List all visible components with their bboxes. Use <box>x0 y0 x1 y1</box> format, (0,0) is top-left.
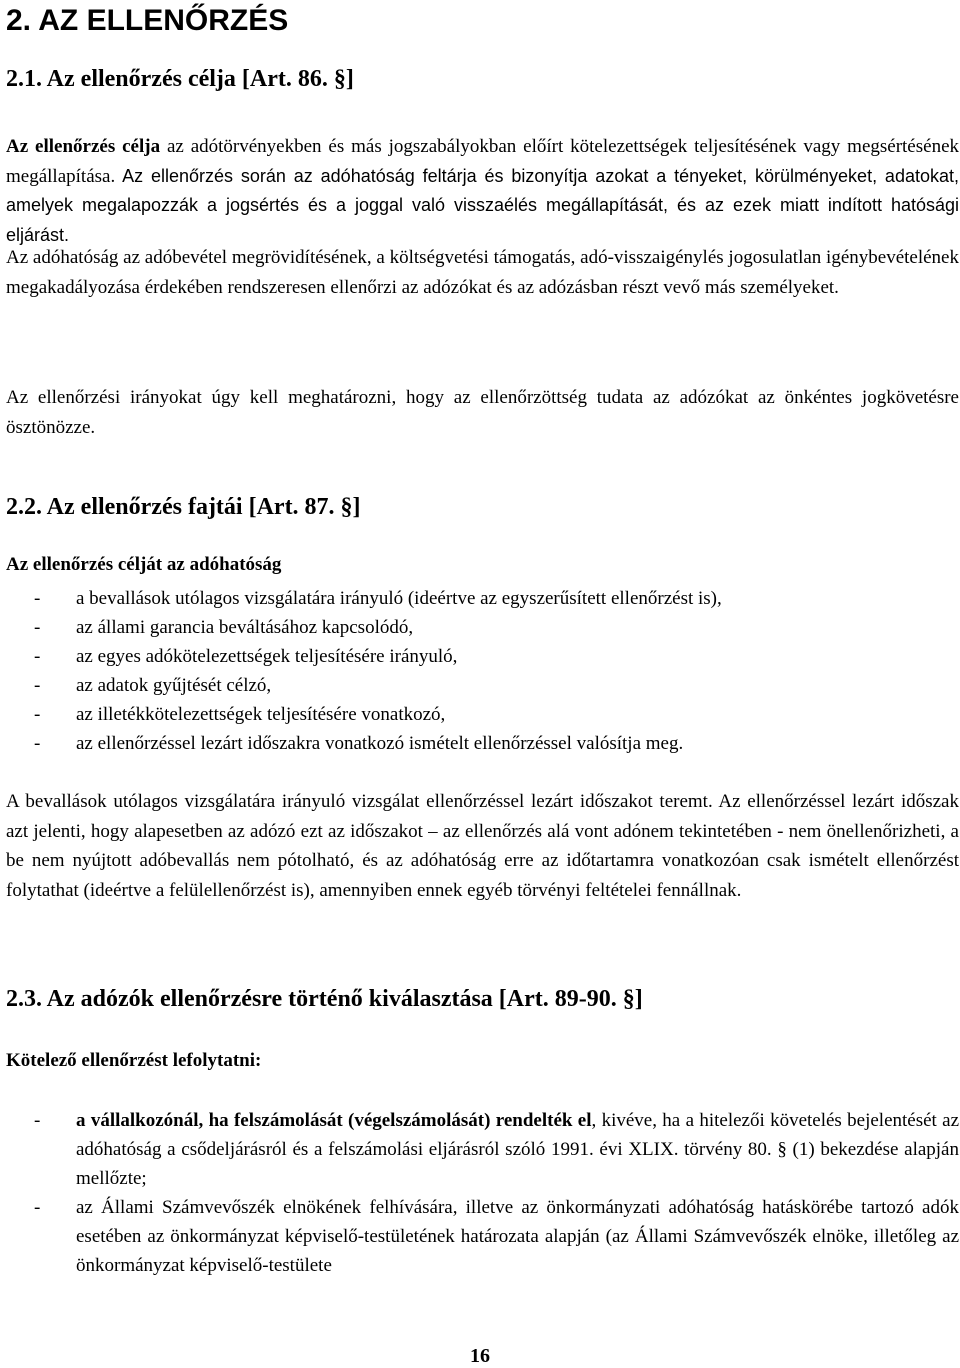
list-item <box>6 613 959 642</box>
list-item <box>6 1193 959 1280</box>
list-item-bold: a vállalkozónál, ha felszámolását (végelszámolását) rendelték el <box>76 1110 592 1131</box>
list-item <box>6 671 959 700</box>
dash-marker: - <box>34 675 41 696</box>
mandatory-lead: Kötelező ellenőrzést lefolytatni: <box>6 1050 262 1071</box>
list-item-text: az ellenőrzéssel lezárt időszakra vonatkozó ismételt ellenőrzéssel valósítja meg. <box>76 733 684 754</box>
section-heading-2-2: 2.2. Az ellenőrzés fajtái [Art. 87. §] <box>6 494 361 520</box>
list-item-text: az adatok gyűjtését célzó, <box>76 675 272 696</box>
list-item-text: a bevallások utólagos vizsgálatára irányuló (ideértve az egyszerűsített ellenőrzést is), <box>76 588 722 609</box>
paragraph-tax-authority: Az adóhatóság az adóbevétel megrövidítésének, a költségvetési támogatás, adó-visszaigénylés jogosulatlan igénybevételének megakadályozása érdekében rendszeresen ellenőrzi az adózókat és az adózásban részt vevő más személyeket. <box>6 247 959 298</box>
section-heading-2-1: 2.1. Az ellenőrzés célja [Art. 86. §] <box>6 66 354 92</box>
types-list <box>6 584 959 758</box>
list-item-text: az állami garancia beváltásához kapcsolódó, <box>76 617 414 638</box>
list-item <box>6 642 959 671</box>
dash-marker: - <box>34 733 41 754</box>
mandatory-list <box>6 1106 959 1280</box>
paragraph-purpose-sans: Az ellenőrzés során az adóhatóság feltárja és bizonyítja azokat a tényeket, körülményeket, adatokat, amelyek megalapozzák a jogsértés és a joggal való visszaélés megállapítását, és az ezek miatt indított hatósági eljárást. <box>6 165 959 245</box>
dash-marker: - <box>34 1197 41 1218</box>
list-item-text: az Állami Számvevőszék elnökének felhívására, illetve az önkormányzati adóhatóság hatáskörébe tartozó adók esetében az önkormányzat képviselő-testületének határozata alapján (az Állami Számvevőszék elnöke, illetőleg az önkormányzat képviselő-testülete <box>76 1197 959 1276</box>
list-item-text: , kivéve, ha a hitelezői követelés bejelentését az adóhatóság a csődeljárásról és a felszámolási eljárásról szóló 1991. évi XLIX. törvény 80. § (1) bekezdése alapján mellőzte; <box>76 1110 960 1189</box>
list-item-text: az illetékkötelezettségek teljesítésére vonatkozó, <box>76 704 446 725</box>
list-item <box>6 584 959 613</box>
section-heading-2-3: 2.3. Az adózók ellenőrzésre történő kiválasztása [Art. 89-90. §] <box>6 986 643 1012</box>
dash-marker: - <box>34 1110 41 1131</box>
dash-marker: - <box>34 646 41 667</box>
dash-marker: - <box>34 704 41 725</box>
paragraph-closed-period: A bevallások utólagos vizsgálatára irányuló vizsgálat ellenőrzéssel lezárt időszakot teremt. Az ellenőrzéssel lezárt időszak azt jelenti, hogy alapesetben az adózó ezt az időszakot – az ellenőrzés alá vont adónem tekintetében - nem önellenőrizheti, a be nem nyújtott adóbevallás nem pótolható, és az adóhatóság erre az időtartamra vonatkozóan csak ismételt ellenőrzést folytathat (ideértve a felülellenőrzést is), amennyiben ennek egyéb törvényi feltételei fennállnak. <box>6 791 959 901</box>
list-item <box>6 1106 959 1193</box>
dash-marker: - <box>34 617 41 638</box>
page-number: 16 <box>470 1345 490 1367</box>
types-lead: Az ellenőrzés célját az adóhatóság <box>6 554 282 575</box>
paragraph-purpose-bold: Az ellenőrzés célja <box>6 136 161 157</box>
dash-marker: - <box>34 588 41 609</box>
list-item <box>6 729 959 758</box>
paragraph-directions: Az ellenőrzési irányokat úgy kell meghatározni, hogy az ellenőrzöttség tudata az adózókat az önkéntes jogkövetésre ösztönözze. <box>6 387 959 438</box>
paragraph-purpose <box>6 132 959 250</box>
chapter-heading: 2. AZ ELLENŐRZÉS <box>6 4 289 37</box>
paragraph-purpose-rest: az adótörvényekben és más jogszabályokban előírt kötelezettségek teljesítésének vagy megsértésének megállapítása. <box>6 136 959 187</box>
list-item <box>6 700 959 729</box>
list-item-text: az egyes adókötelezettségek teljesítésére irányuló, <box>76 646 458 667</box>
